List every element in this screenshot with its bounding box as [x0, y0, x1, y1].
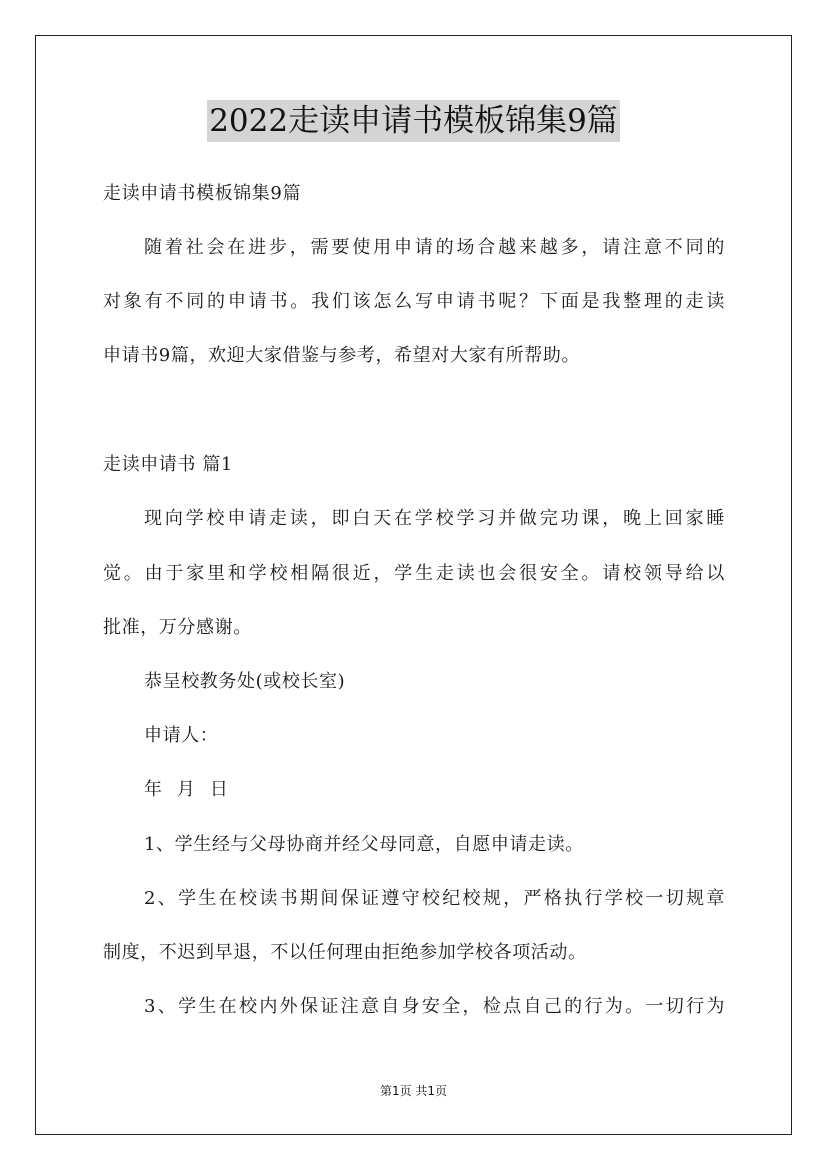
section1-line-2: 觉。由于家里和学校相隔很近，学生走读也会很安全。请校领导给以	[103, 563, 725, 584]
document-subtitle: 走读申请书模板锦集9篇	[103, 183, 302, 204]
item-3-line-1: 3、学生在校内外保证注意自身安全，检点自己的行为。一切行为	[144, 996, 725, 1017]
document-title: 2022走读申请书模板锦集9篇	[207, 100, 620, 142]
item-2-line-1: 2、学生在校读书期间保证遵守校纪校规，严格执行学校一切规章	[144, 888, 725, 909]
intro-line-2: 对象有不同的申请书。我们该怎么写申请书呢？下面是我整理的走读	[103, 291, 725, 312]
intro-line-3: 申请书9篇，欢迎大家借鉴与参考，希望对大家有所帮助。	[103, 345, 581, 366]
section1-line-3: 批准，万分感谢。	[103, 617, 252, 638]
addressee: 恭呈校教务处(或校长室)	[144, 671, 346, 692]
title-container	[0, 100, 827, 142]
section-heading: 走读申请书 篇1	[103, 454, 233, 475]
page-number: 第1页 共1页	[379, 1084, 448, 1098]
applicant-label: 申请人：	[144, 725, 219, 746]
date-line: 年 月 日	[144, 779, 229, 800]
item-2-line-2: 制度，不迟到早退，不以任何理由拒绝参加学校各项活动。	[103, 942, 587, 963]
intro-line-1: 随着社会在进步，需要使用申请的场合越来越多，请注意不同的	[144, 237, 725, 258]
section1-line-1: 现向学校申请走读，即白天在学校学习并做完功课，晚上回家睡	[144, 508, 725, 529]
item-1: 1、学生经与父母协商并经父母同意，自愿申请走读。	[144, 834, 584, 855]
